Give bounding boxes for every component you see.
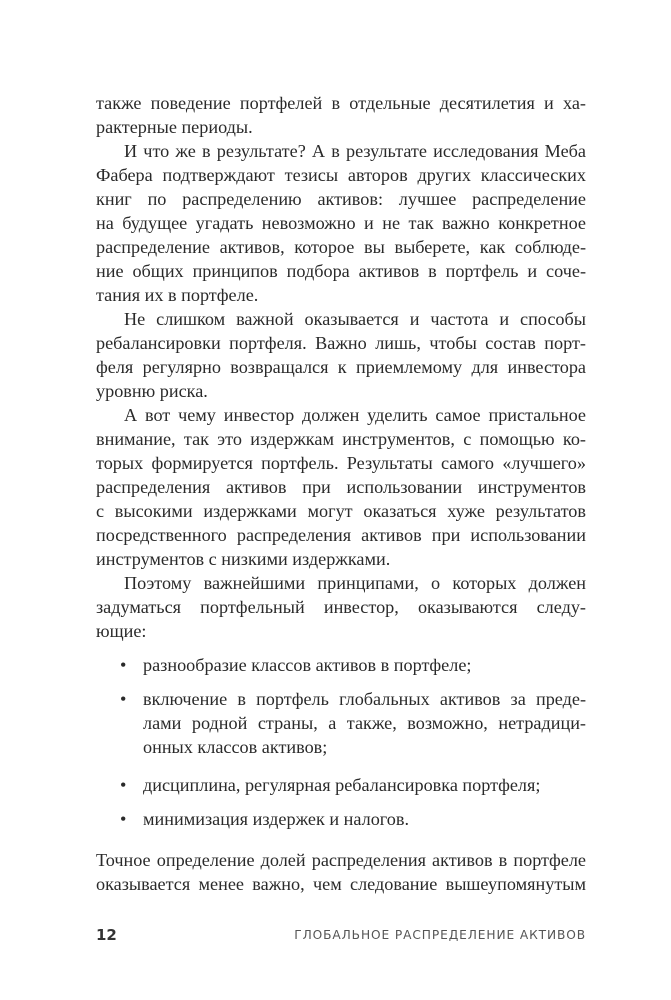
text-line: также поведение портфелей в отдельные десятилетия и ха- (96, 93, 586, 113)
text-line: Фабера подтверждают тезисы авторов других классических (96, 165, 586, 185)
text-line: И что же в результате? А в результате исследования Меба (124, 141, 586, 161)
paragraph (96, 307, 586, 403)
text-line: дисциплина, регулярная ребалансировка портфеля; (143, 775, 541, 795)
text-line: тания их в портфеле. (96, 285, 259, 305)
text-line: Поэтому важнейшими принципами, о которых должен (124, 573, 586, 593)
page-number: 12 (96, 926, 117, 944)
text-line: уровню риска. (96, 381, 208, 401)
text-line: на будущее угадать невозможно и не так важно конкретное (96, 213, 586, 233)
list-item (120, 773, 586, 797)
list-item (120, 807, 586, 831)
bullet-icon: • (120, 775, 127, 795)
bullet-icon: • (120, 809, 127, 829)
body-text (96, 91, 586, 643)
text-line: книг по распределению активов: лучшее распределение (96, 189, 586, 209)
text-line: распределение активов, которое вы выберете, как соблюде- (96, 237, 586, 257)
text-line: минимизация издержек и налогов. (143, 809, 410, 829)
final-paragraph (96, 848, 586, 896)
text-line: ние общих принципов подбора активов в портфель и соче- (96, 261, 586, 281)
text-line: рактерные периоды. (96, 117, 253, 137)
text-line: разнообразие классов активов в портфеле; (143, 655, 472, 675)
text-line: Не слишком важной оказывается и частота и способы (124, 309, 586, 329)
text-line: А вот чему инвестор должен уделить самое пристальное (124, 405, 586, 425)
text-line: феля регулярно возвращался к приемлемому для инвестора (96, 357, 586, 377)
paragraph (96, 139, 586, 307)
text-line: посредственного распределения активов при использовании (96, 525, 586, 545)
text-line: внимание, так это издержкам инструментов, с помощью ко- (96, 429, 586, 449)
paragraph (96, 91, 586, 139)
running-title: ГЛОБАЛЬНОЕ РАСПРЕДЕЛЕНИЕ АКТИВОВ (294, 928, 586, 942)
paragraph (96, 403, 586, 571)
text-line: с высокими издержками могут оказаться хуже результатов (96, 501, 586, 521)
text-line: онных классов активов; (143, 737, 328, 757)
list-item (120, 687, 586, 759)
text-line: торых формируется портфель. Результаты самого «лучшего» (96, 453, 586, 473)
text-line: Точное определение долей распределения активов в портфеле (96, 850, 586, 870)
text-line: задуматься портфельный инвестор, оказываются следу- (96, 597, 586, 617)
paragraph (96, 571, 586, 643)
text-line: включение в портфель глобальных активов за преде- (143, 689, 586, 709)
text-line: распределения активов при использовании инструментов (96, 477, 586, 497)
text-line: ющие: (96, 621, 147, 641)
text-line: оказывается менее важно, чем следование вышеупомянутым (96, 874, 586, 894)
bullet-icon: • (120, 689, 127, 709)
text-line: лами родной страны, а также, возможно, нетрадици- (143, 713, 586, 733)
list-item (120, 653, 586, 677)
text-line: инструментов с низкими издержками. (96, 549, 391, 569)
text-line: ребалансировки портфеля. Важно лишь, чтобы состав порт- (96, 333, 586, 353)
bullet-icon: • (120, 655, 127, 675)
